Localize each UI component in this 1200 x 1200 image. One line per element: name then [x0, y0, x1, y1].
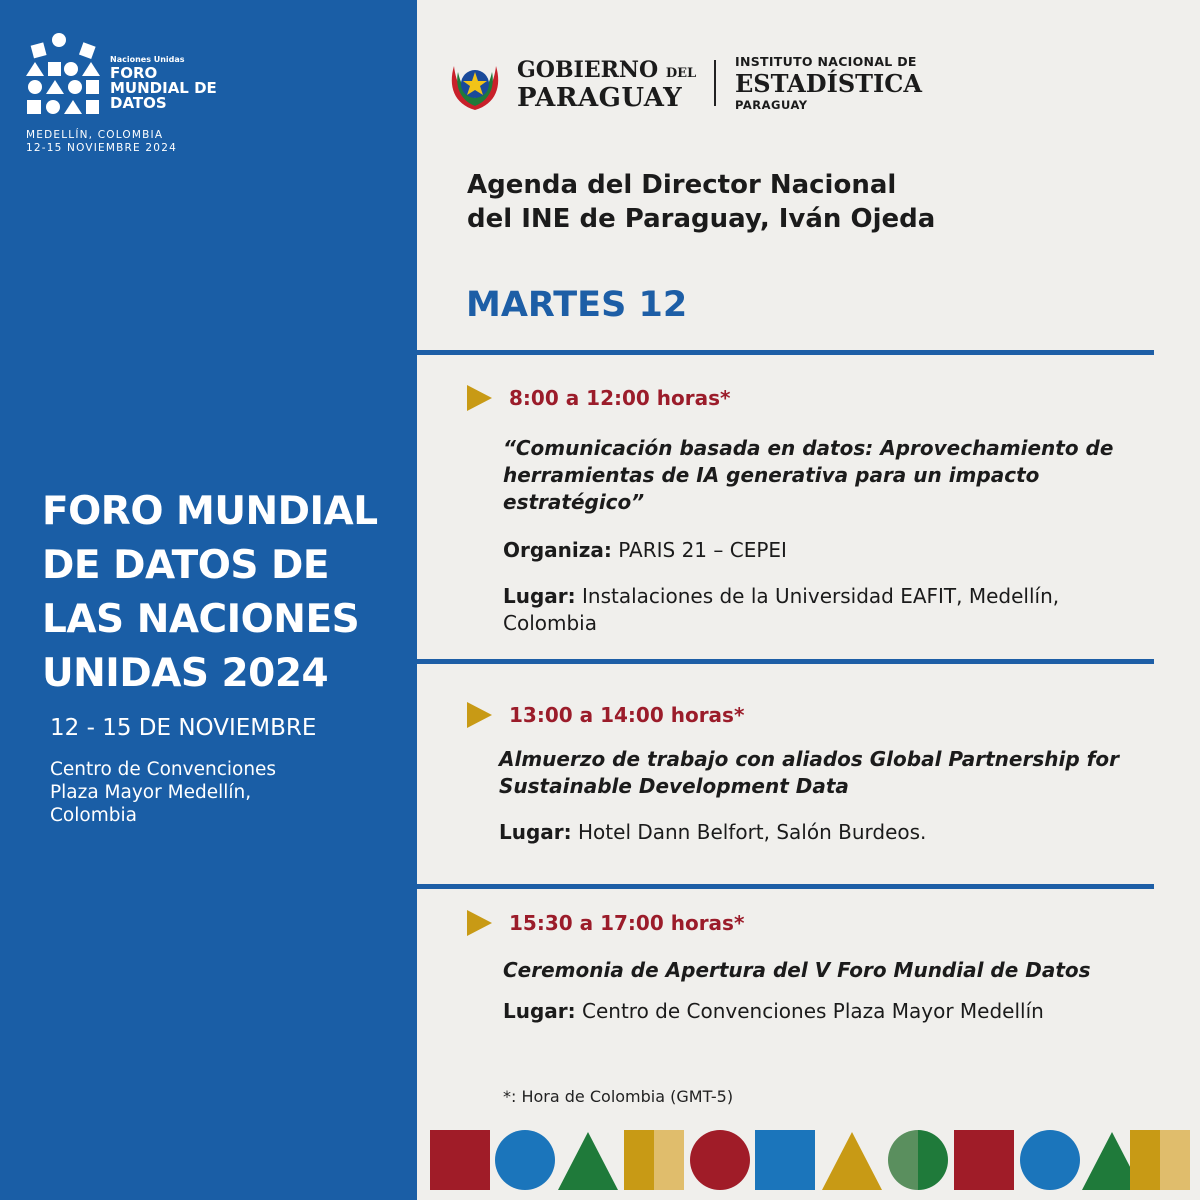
forum-venue: Centro de Convenciones Plaza Mayor Medellín, Colombia: [50, 759, 277, 826]
play-arrow-icon: [467, 702, 492, 728]
event-time: 8:00 a 12:00 horas*: [509, 386, 731, 410]
decorative-shapes: [430, 1130, 1190, 1190]
forum-title: FORO MUNDIAL DE DATOS DE LAS NACIONES UNIDAS 2024: [42, 489, 378, 696]
lugar-value: Hotel Dann Belfort, Salón Burdeos.: [578, 820, 927, 844]
lugar-label: Lugar:: [503, 999, 576, 1023]
logo-city-dates: [26, 129, 196, 155]
event-location: [503, 998, 1163, 1025]
play-arrow-icon: [467, 910, 492, 936]
shape-half-square-icon: [1130, 1130, 1160, 1190]
ine-line1: INSTITUTO NACIONAL DE: [735, 54, 917, 69]
shape-square-icon: [430, 1130, 490, 1190]
lugar-label: Lugar:: [499, 820, 572, 844]
event-title: Ceremonia de Apertura del V Foro Mundial de Datos: [503, 958, 1091, 982]
gov-line1: GOBIERNO: [517, 57, 659, 83]
shape-triangle-icon: [822, 1132, 882, 1190]
shape-circle-icon: [1020, 1130, 1080, 1190]
forum-dates: 12 - 15 DE NOVIEMBRE: [50, 715, 317, 741]
organiza-value: PARIS 21 – CEPEI: [618, 538, 787, 562]
logo-foro-label: FORO MUNDIAL DE DATOS: [110, 64, 217, 112]
ine-wordmark: [735, 54, 922, 111]
shape-half-square-icon: [654, 1130, 684, 1190]
shape-circle-icon: [690, 1130, 750, 1190]
lugar-value: Instalaciones de la Universidad EAFIT, Medellín, Colombia: [503, 584, 1060, 635]
shape-split-circle-icon: [918, 1130, 948, 1190]
shape-square-icon: [755, 1130, 815, 1190]
event-location: [503, 583, 1143, 637]
logo-un-label: Naciones Unidas: [110, 55, 185, 64]
day-heading: MARTES 12: [466, 285, 688, 325]
ine-line2: ESTADÍSTICA: [735, 69, 922, 98]
divider-rule: [417, 350, 1154, 355]
logo-divider: [714, 60, 716, 106]
event-title: Almuerzo de trabajo con aliados Global Partnership for Sustainable Development Data: [499, 747, 1119, 798]
agenda-title-line1: Agenda del Director Nacional: [467, 170, 897, 200]
gov-paraguay-wordmark: [517, 57, 697, 113]
paraguay-emblem-icon: [446, 56, 504, 114]
shape-half-square-icon: [624, 1130, 654, 1190]
timezone-footnote: *: Hora de Colombia (GMT-5): [503, 1087, 734, 1106]
logo-city: MEDELLÍN, COLOMBIA: [26, 129, 164, 141]
divider-rule: [417, 884, 1154, 889]
event-time: 15:30 a 17:00 horas*: [509, 911, 745, 935]
divider-rule: [417, 659, 1154, 664]
gov-line1-small: DEL: [665, 66, 697, 81]
shape-triangle-icon: [558, 1132, 618, 1190]
shape-circle-icon: [495, 1130, 555, 1190]
event-title: “Comunicación basada en datos: Aprovechamiento de herramientas de IA generativa para un impacto estratégico”: [503, 436, 1114, 514]
agenda-title-line2: del INE de Paraguay, Iván Ojeda: [467, 204, 936, 234]
forum-logo-icon: [26, 32, 100, 118]
ine-line3: PARAGUAY: [735, 98, 808, 112]
lugar-label: Lugar:: [503, 584, 576, 608]
left-panel: [0, 0, 417, 1200]
gov-line2: PARAGUAY: [517, 83, 683, 113]
event-organizer: [503, 537, 1143, 564]
logo-dates: 12-15 NOVIEMBRE 2024: [26, 142, 177, 154]
event-location: [499, 819, 1139, 846]
shape-half-square-icon: [1160, 1130, 1190, 1190]
organiza-label: Organiza:: [503, 538, 612, 562]
agenda-title: [467, 168, 1087, 236]
play-arrow-icon: [467, 385, 492, 411]
shape-split-circle-icon: [888, 1130, 918, 1190]
lugar-value: Centro de Convenciones Plaza Mayor Medellín: [582, 999, 1044, 1023]
event-time: 13:00 a 14:00 horas*: [509, 703, 745, 727]
shape-square-icon: [954, 1130, 1014, 1190]
